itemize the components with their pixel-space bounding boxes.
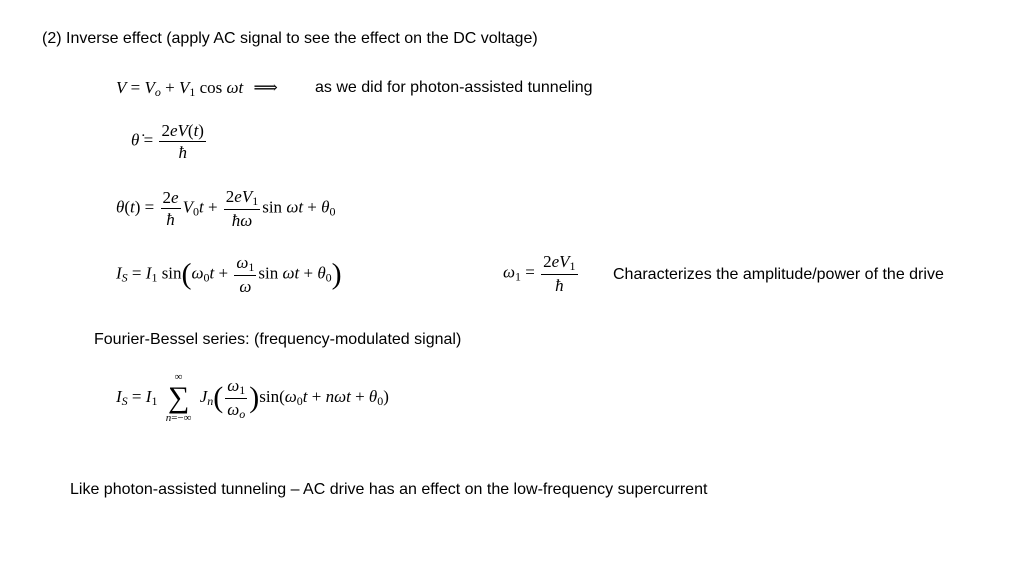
voltage-equation-note: as we did for photon-assisted tunneling	[315, 79, 593, 96]
fourier-label: Fourier-Bessel series: (frequency-modulated signal)	[94, 331, 462, 348]
omega1-note: Characterizes the amplitude/power of the drive	[613, 266, 944, 283]
theta-dot-equation: θ̇ = $\frac{2eV(t)}{ħ}$	[131, 121, 204, 162]
conclusion: Like photon-assisted tunneling – AC drive has an effect on the low-frequency supercurrent	[70, 481, 708, 498]
theta-t-equation: θ(t) = $\frac{2e}{ħ}$ $V_0t$ + $\frac{2eV_1}{ħ\omega}$ $\sin \omega t + \theta_0$	[116, 187, 336, 230]
voltage-equation: $V = V_o + V_1$ cos ωt ⟹	[116, 78, 278, 99]
heading: (2) Inverse effect (apply AC signal to see the effect on the DC voltage)	[42, 30, 538, 47]
fourier-bessel-equation: $I_S = I_1$ ∞ ∑ n=−∞ $J_n$( $\frac{\omega_1}{\omega_o}$ )$\sin(\omega_0t + n\omega t + \theta_0)$	[116, 371, 389, 424]
omega1-equation: $\omega_1$ = $\frac{2eV_1}{ħ}$	[503, 252, 576, 295]
supercurrent-equation: $I_S = I_1$ $\sin(\omega_0t$ + $\frac{\omega_1}{\omega}$ $\sin \omega t + \theta_0$)	[116, 253, 342, 296]
